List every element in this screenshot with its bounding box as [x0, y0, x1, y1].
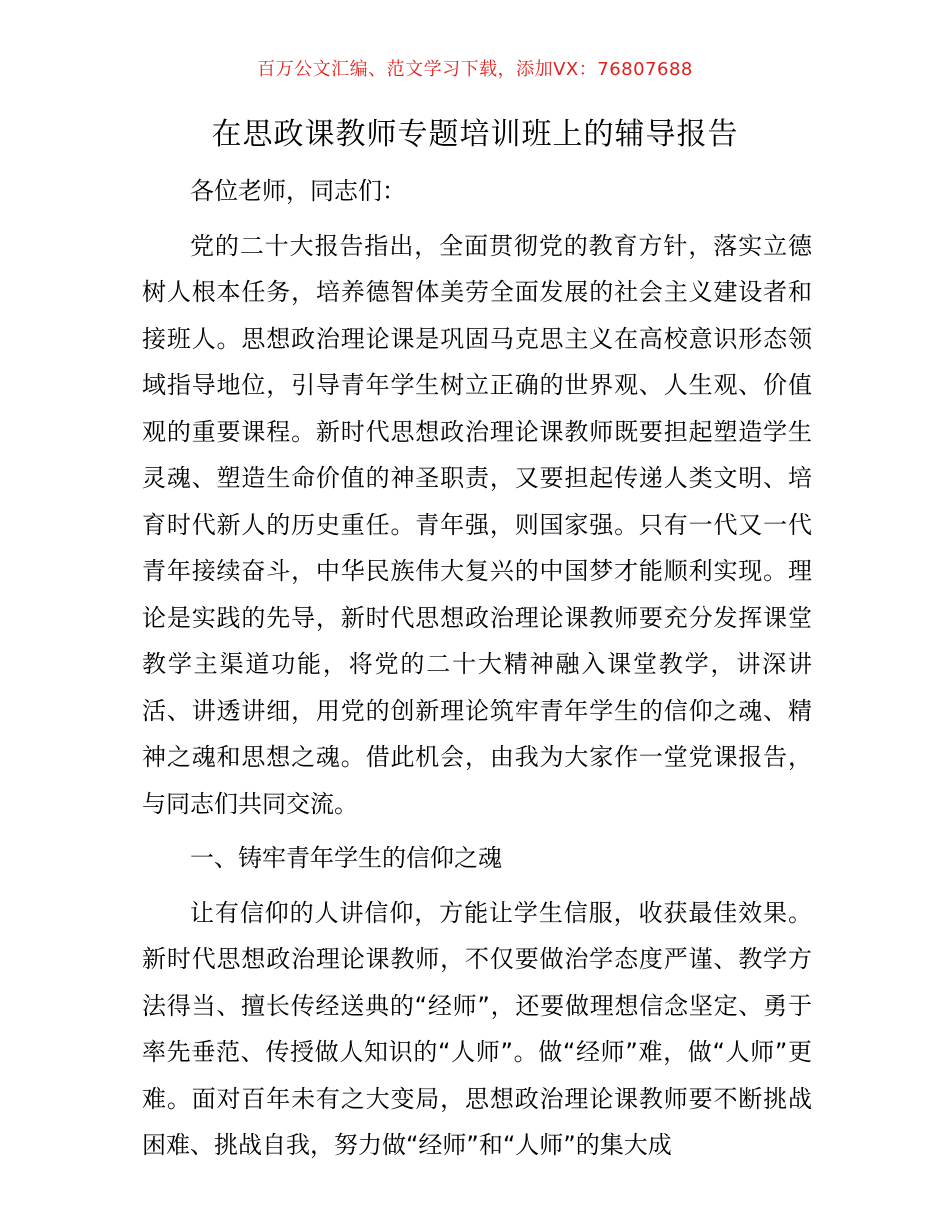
salutation: 各位老师，同志们：: [190, 177, 406, 205]
header-note: 百万公文汇编、范文学习下载，添加VX：76807688: [257, 59, 693, 80]
section-heading: 一、铸牢青年学生的信仰之魂: [190, 844, 502, 872]
document-title: 在思政课教师专题培训班上的辅导报告: [211, 117, 739, 152]
paragraph-intro: 党的二十大报告指出，全面贯彻党的教育方针，落实立德树人根本任务，培养德智体美劳全面发展的社会主义建设者和接班人。思想政治理论课是巩固马克思主义在高校意识形态领域指导地位，引导青年学生树立正确的世界观、人生观、价值观的重要课程。新时代思想政治理论课教师既要担起塑造学生灵魂、塑造生命价值的神圣职责，又要担起传递人类文明、培育时代新人的历史重任。青年强，则国家强。只有一代又一代青年接续奋斗，中华民族伟大复兴的中国梦才能顺利实现。理论是实践的先导，新时代思想政治理论课教师要充分发挥课堂教学主渠道功能，将党的二十大精神融入课堂教学，讲深讲活、讲透讲细，用党的创新理论筑牢青年学生的信仰之魂、精神之魂和思想之魂。借此机会，由我为大家作一堂党课报告，与同志们共同交流。: [142, 231, 812, 818]
document-body: [142, 168, 812, 1169]
paragraph-section-1: 让有信仰的人讲信仰，方能让学生信服，收获最佳效果。新时代思想政治理论课教师，不仅要做治学态度严谨、教学方法得当、擅长传经送典的“经师”，还要做理想信念坚定、勇于率先垂范、传授做人知识的“人师”。做“经师”难，做“人师”更难。面对百年未有之大变局，思想政治理论课教师要不断挑战困难、挑战自我，努力做“经师”和“人师”的集大成: [142, 898, 812, 1159]
